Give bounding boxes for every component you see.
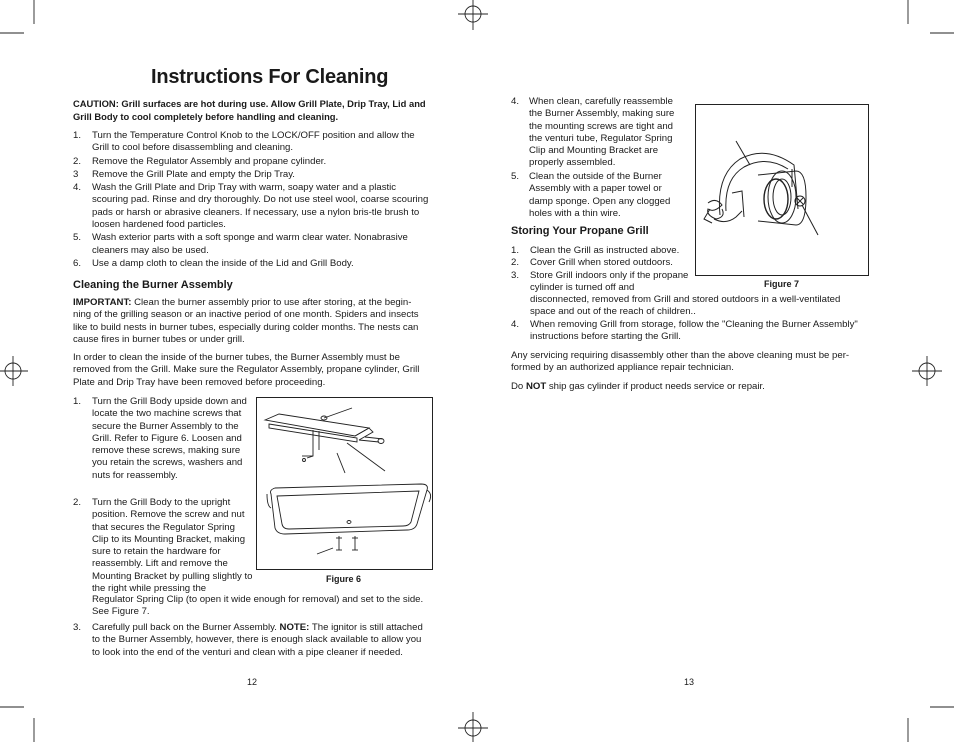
list-item: 1. Clean the Grill as instructed above. [511,245,680,256]
list-item: 4. When removing Grill from storage, follow the "Cleaning the Burner Assembly" instructions before starting the Grill. [511,318,858,343]
servicing-paragraph: Any servicing requiring disassembly other than the above cleaning must be per-formed by an authorized appliance repair technician. [511,350,850,374]
spring-clip-illustration [696,105,868,275]
right-step-4: 4. When clean, carefully reassemble the Burner Assembly, making sure the mounting screws are tight and the venturi tube, Regulator Spring Clip and Mounting Bracket are properly assembled. [511,96,675,169]
list-item: 3. Store Grill indoors only if the propane cylinder is turned off and disconnected, removed from Grill and stored outdoors in a well-ventilated space and out of the reach of children.. [511,269,841,318]
page-number-right: 13 [684,677,695,687]
burner-step-3: 3. Carefully pull back on the Burner Assembly. NOTE: The ignitor is still attached to the Burner Assembly, however, there is enough slack available to allow you to look into the end of the venturi and clean with a pipe cleaner if needed. [73,622,423,658]
right-step-5: 5. Clean the outside of the Burner Assembly with a paper towel or damp sponge. Open any clogged holes with a thin wire. [511,171,671,219]
figure-7-caption: Figure 7 [764,279,800,289]
list-item: 4. Wash the Grill Plate and Drip Tray with warm, soapy water and a plastic scouring pad. Rinse and dry thoroughly. Do not use steel wool, coarse scouring pads or harsh or abrasive cleaners. If necessary, use a nylon bris-tle brush to loosen hardened food particles. [73,182,429,231]
list-item: 5. Wash exterior parts with a soft sponge and warm clear water. Nonabrasive cleaners may also be used. [73,232,408,256]
list-item: 6. Use a damp cloth to clean the inside of the Lid and Grill Body. [73,257,354,269]
page-number-left: 12 [247,677,258,687]
burner-step-1: 1. Turn the Grill Body upside down and locate the two machine screws that secure the Burner Assembly to the Grill. Refer to Figure 6. Loosen and remove these screws, making sure you retain the screws, washers and nuts for reassembly. [73,396,247,481]
figure-7-frame [695,104,869,276]
burner-assembly-illustration [257,398,432,569]
list-item: 2. Cover Grill when stored outdoors. [511,257,673,269]
list-item: 2. Remove the Regulator Assembly and propane cylinder. [73,155,327,167]
page-title: Instructions For Cleaning [151,66,389,88]
inside-paragraph: In order to clean the inside of the burner tubes, the Burner Assembly must be removed from the Grill. Make sure the Regulator Assembly, propane cylinder, Grill Plate and Drip Tray have been removed before proceeding. [73,352,420,388]
ship-warning: Do NOT ship gas cylinder if product needs service or repair. [511,381,765,392]
storing-heading: Storing Your Propane Grill [511,225,649,237]
burner-step-2-continued: Regulator Spring Clip (to open it wide enough for removal) and set to the side. See Figure 7. [92,594,424,618]
important-paragraph: IMPORTANT: Clean the burner assembly prior to use after storing, at the begin-ning of the grilling season or an inactive period of one month. Spiders and insects like to build nests in burner tubes, especially during colder months. The nests can cause fires in burner tubes or under grill. [73,297,419,345]
cleaning-steps [73,130,429,270]
caution-text: CAUTION: Grill surfaces are hot during use. Allow Grill Plate, Drip Tray, Lid and Grill Body to cool completely before handling and cleaning. [73,98,426,122]
list-item: 3 Remove the Grill Plate and empty the Drip Tray. [73,168,295,180]
burner-heading: Cleaning the Burner Assembly [73,279,233,291]
figure-6-frame [256,397,433,570]
burner-step-2: 2. Turn the Grill Body to the upright position. Remove the screw and nut that secures the Regulator Spring Clip to its Mounting Bracket, making sure to retain the hardware for reassembly. Lift and remove the Mounting Bracket by pulling slightly to the right while pressing the [73,497,253,595]
list-item: 1. Turn the Temperature Control Knob to the LOCK/OFF position and allow the Grill to cool before disassembling and cleaning. [73,130,415,154]
figure-6-caption: Figure 6 [326,574,362,584]
